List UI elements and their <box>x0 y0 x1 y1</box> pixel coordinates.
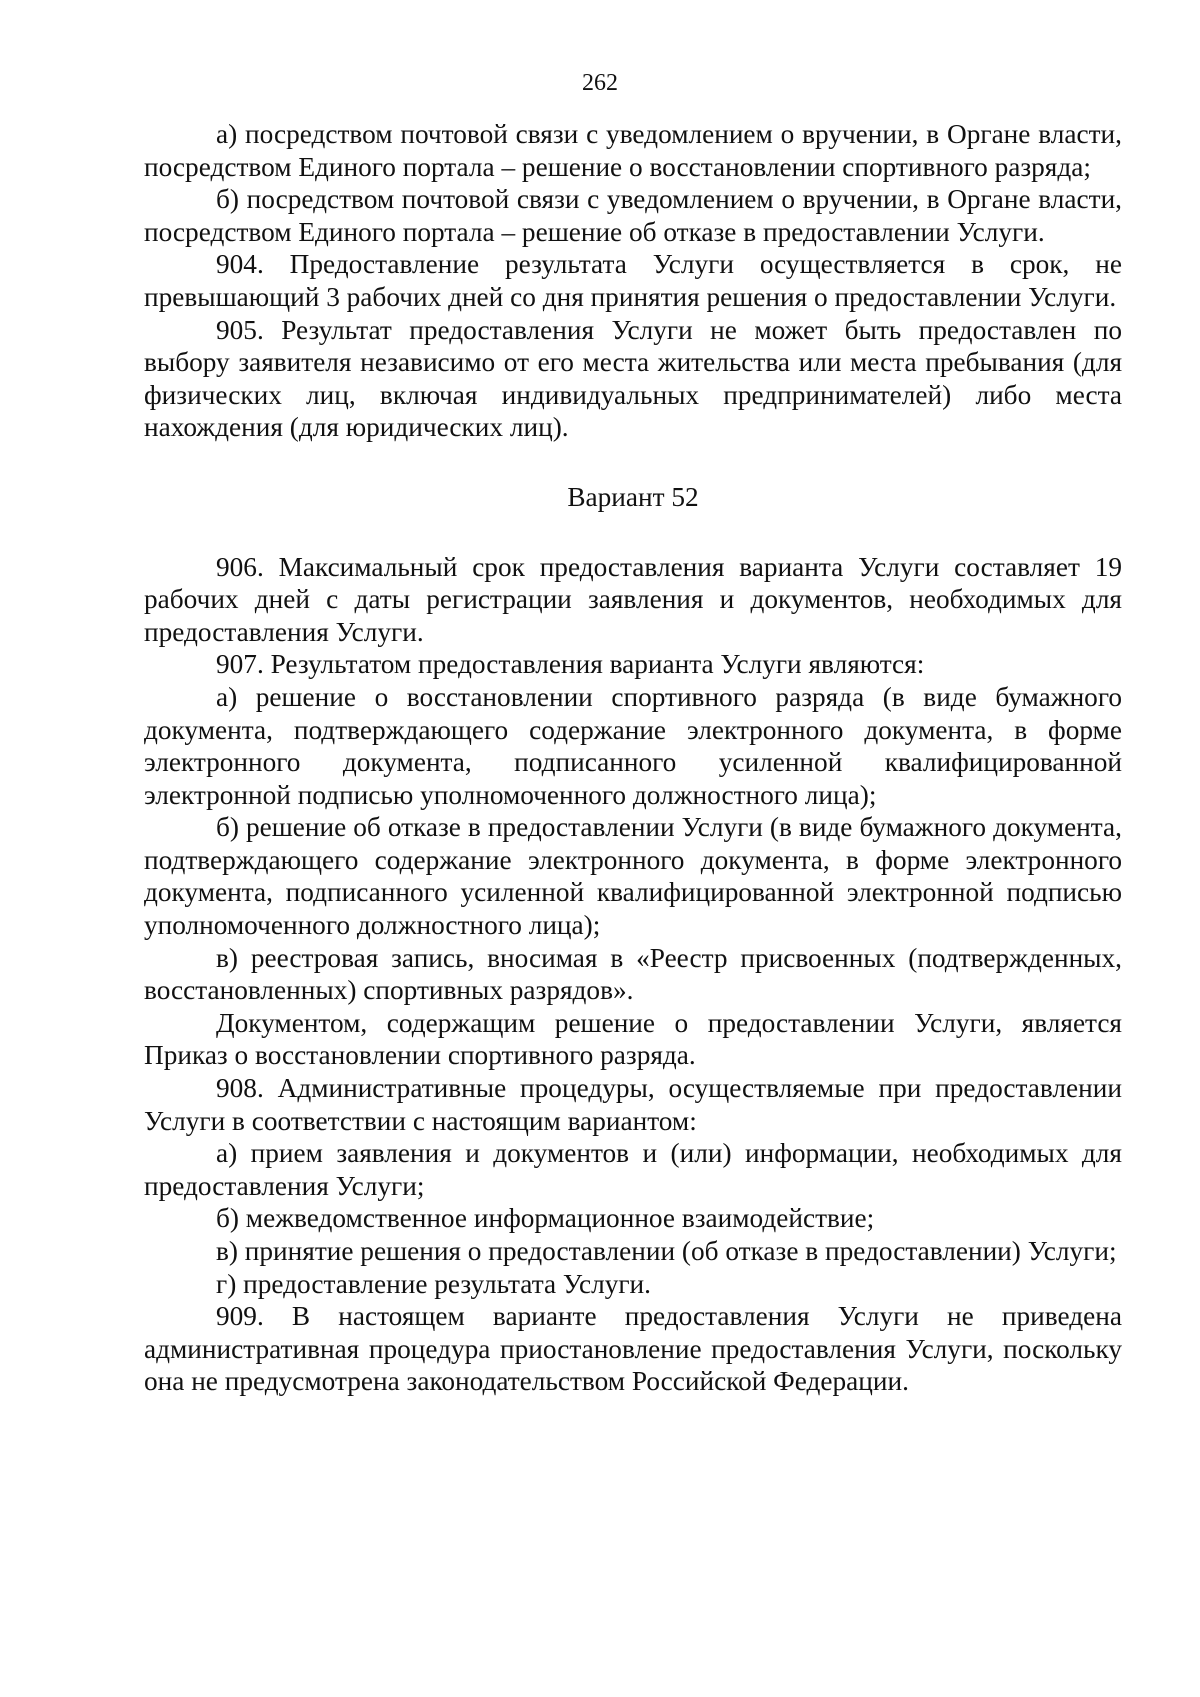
section-heading: Вариант 52 <box>567 481 699 512</box>
document-body <box>144 118 1122 1398</box>
page-number: 262 <box>582 70 618 96</box>
paragraph-908-g: г) предоставление результата Услуги. <box>216 1268 651 1299</box>
paragraph-907-b: б) решение об отказе в предоставлении Услуги (в виде бумажного документа, подтверждающего содержание электронного документа, в форме электронного документа, подписанного усиленной квалифицированной электронной подписью уполномоченного должностного лица); <box>144 812 1122 941</box>
paragraph-908-a: а) прием заявления и документов и (или) информации, необходимых для предоставления Услуги; <box>144 1138 1122 1201</box>
paragraph-908: 908. Административные процедуры, осуществляемые при предоставлении Услуги в соответствии с настоящим вариантом: <box>144 1073 1122 1136</box>
paragraph-909: 909. В настоящем варианте предоставления Услуги не приведена административная процедура приостановление предоставления Услуги, поскольку она не предусмотрена законодательством Российской Федерации. <box>144 1301 1122 1397</box>
paragraph-item-b-result: б) посредством почтовой связи с уведомлением о вручении, в Органе власти, посредством Единого портала – решение об отказе в предоставлении Услуги. <box>144 184 1122 247</box>
paragraph-908-v: в) принятие решения о предоставлении (об отказе в предоставлении) Услуги; <box>216 1236 1117 1266</box>
paragraph-908-b: б) межведомственное информационное взаимодействие; <box>216 1203 875 1234</box>
paragraph-906: 906. Максимальный срок предоставления варианта Услуги составляет 19 рабочих дней с даты регистрации заявления и документов, необходимых для предоставления Услуги. <box>144 551 1122 647</box>
paragraph-decision-document: Документом, содержащим решение о предоставлении Услуги, является Приказ о восстановлении спортивного разряда. <box>144 1007 1122 1071</box>
paragraph-907: 907. Результатом предоставления варианта Услуги являются: <box>216 649 925 680</box>
paragraph-item-a-result: а) посредством почтовой связи с уведомлением о вручении, в Органе власти, посредством Единого портала – решение о восстановлении спортивного разряда; <box>144 119 1122 182</box>
paragraph-905: 905. Результат предоставления Услуги не может быть предоставлен по выбору заявителя независимо от его места жительства или места пребывания (для физических лиц, включая индивидуальных предпринимателей) либо места нахождения (для юридических лиц). <box>144 314 1122 443</box>
paragraph-907-v: в) реестровая запись, вносимая в «Реестр присвоенных (подтвержденных, восстановленных) спортивных разрядов». <box>144 942 1122 1006</box>
paragraph-907-a: а) решение о восстановлении спортивного разряда (в виде бумажного документа, подтверждающего содержание электронного документа, в форме электронного документа, подписанного усиленной квалифицированной электронной подписью уполномоченного должностного лица); <box>144 681 1122 810</box>
paragraph-904: 904. Предоставление результата Услуги осуществляется в срок, не превышающий 3 рабочих дней со дня принятия решения о предоставлении Услуги. <box>144 249 1122 312</box>
